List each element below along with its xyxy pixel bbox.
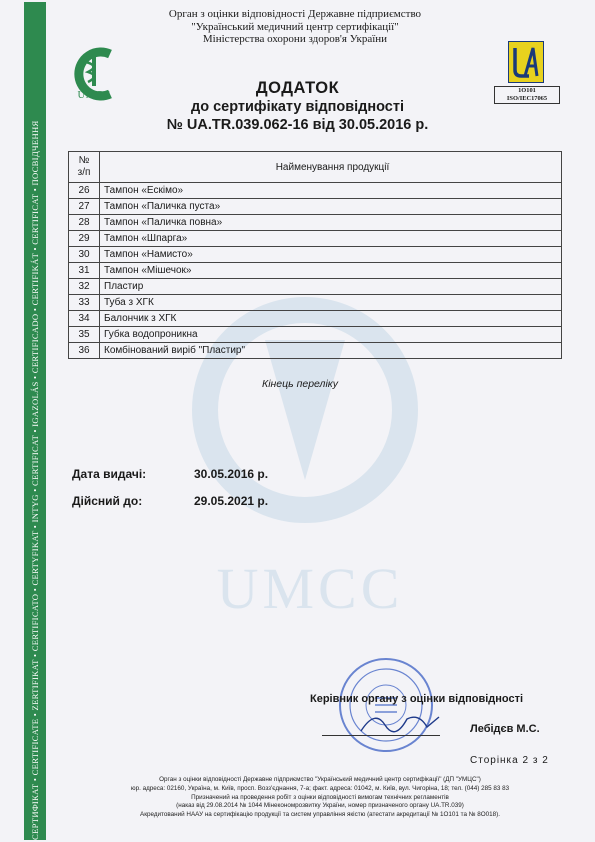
valid-until-label: Дійсний до: bbox=[72, 494, 143, 508]
row-product-name-cell: Тампон «Шпарга» bbox=[100, 231, 562, 247]
footer-line-4: (наказ від 29.08.2014 № 1044 Мінекономрозвитку України, номер призначеного органу UA.TR.039) bbox=[176, 802, 464, 810]
header-number-cell bbox=[69, 152, 100, 183]
table-row bbox=[69, 231, 562, 247]
header-line-3: Міністерства охорони здоров'я України bbox=[202, 33, 388, 45]
end-of-list-note: Кінець переліку bbox=[262, 378, 338, 390]
header-line-1: Орган з оцінки відповідності Державне підприємство bbox=[168, 8, 422, 20]
signatory-title: Керівник органу з оцінки відповідності bbox=[310, 693, 524, 705]
row-product-name-cell: Тампон «Паличка пуста» bbox=[100, 199, 562, 215]
table-row bbox=[69, 215, 562, 231]
row-product-name-cell: Тампон «Намисто» bbox=[100, 247, 562, 263]
issue-date-label: Дата видачі: bbox=[72, 467, 147, 481]
row-number-cell: 27 bbox=[69, 199, 100, 215]
header-name-cell: Найменування продукції bbox=[100, 152, 562, 183]
table-row bbox=[69, 183, 562, 199]
row-product-name-cell: Тампон «Ескімо» bbox=[100, 183, 562, 199]
row-number-cell: 28 bbox=[69, 215, 100, 231]
row-number-cell: 35 bbox=[69, 327, 100, 343]
title-line-2: до сертифікату відповідності bbox=[190, 99, 405, 115]
header-number-abbr: з/п bbox=[77, 167, 91, 178]
row-product-name-cell: Комбінований виріб "Пластир" bbox=[100, 343, 562, 359]
row-product-name-cell: Туба з ХГК bbox=[100, 295, 562, 311]
validity-dates bbox=[72, 467, 352, 521]
row-number-cell: 32 bbox=[69, 279, 100, 295]
issuing-body-header bbox=[130, 8, 460, 46]
accreditation-logo-icon bbox=[508, 41, 544, 83]
signatory-name: Лебідєв М.С. bbox=[470, 723, 540, 735]
table-row bbox=[69, 327, 562, 343]
footer-line-1: Орган з оцінки відповідності Державне підприємство "Український медичний центр сертифікації" (ДП "УМЦС") bbox=[159, 776, 481, 783]
table-row bbox=[69, 279, 562, 295]
row-number-cell: 33 bbox=[69, 295, 100, 311]
table-row bbox=[69, 199, 562, 215]
signature-icon bbox=[355, 705, 445, 739]
table-row bbox=[69, 343, 562, 359]
row-number-cell: 31 bbox=[69, 263, 100, 279]
table-header-row bbox=[69, 152, 562, 183]
page-number: Сторінка 2 з 2 bbox=[470, 755, 549, 766]
row-number-cell: 30 bbox=[69, 247, 100, 263]
title-line-3: № UA.TR.039.062-16 від 30.05.2016 р. bbox=[166, 117, 429, 133]
valid-until-value: 29.05.2021 р. bbox=[194, 494, 269, 508]
sidebar-text: СЕРТИФІКАТ • CERTIFICATE • ZERTIFIKAT • CERTIFICATO • CERTYFIKAT • INTYG • CERTIFICAT • IGAZOLÁS • CERTIFICADO • CERTIFIKÁT • CERTIFICAT • ПОСВІДЧЕННЯ bbox=[30, 120, 40, 840]
row-product-name-cell: Тампон «Мішечок» bbox=[100, 263, 562, 279]
products-table bbox=[68, 151, 562, 359]
valid-until-row bbox=[72, 494, 352, 521]
header-number-symbol: № bbox=[78, 155, 90, 166]
umcc-logo-label: UMCC bbox=[77, 90, 111, 101]
row-product-name-cell: Тампон «Паличка повна» bbox=[100, 215, 562, 231]
table-row bbox=[69, 247, 562, 263]
row-product-name-cell: Балончик з ХГК bbox=[100, 311, 562, 327]
table-row bbox=[69, 295, 562, 311]
accreditation-number: 1O101 bbox=[518, 87, 536, 94]
footer-line-3: Призначений на проведення робіт з оцінки відповідності вимогам технічних регламентів bbox=[191, 793, 449, 801]
row-number-cell: 29 bbox=[69, 231, 100, 247]
row-product-name-cell: Губка водопроникна bbox=[100, 327, 562, 343]
row-number-cell: 34 bbox=[69, 311, 100, 327]
signature-line bbox=[322, 735, 440, 736]
document-footer bbox=[60, 776, 580, 820]
issue-date-row bbox=[72, 467, 352, 494]
issue-date-value: 30.05.2016 р. bbox=[194, 467, 269, 481]
table-row bbox=[69, 311, 562, 327]
footer-line-2: юр. адреса: 02160, Україна, м. Київ, просп. Возз'єднання, 7-а; факт. адреса: 01042, м. Київ, вул. Чигоріна, 18; тел. (044) 285 83 83 bbox=[130, 784, 510, 792]
accreditation-standard: ISO/IEC17065 bbox=[506, 95, 548, 102]
watermark-text: UMCC bbox=[216, 556, 404, 621]
row-product-name-cell: Пластир bbox=[100, 279, 562, 295]
header-line-2: "Український медичний центр сертифікації" bbox=[191, 20, 399, 33]
accreditation-caption bbox=[494, 86, 560, 104]
row-number-cell: 36 bbox=[69, 343, 100, 359]
footer-line-5: Акредитований НААУ на сертифікацію продукції та систем управління якістю (атестати акредитації № 1О101 та № 8О018). bbox=[140, 811, 500, 819]
table-row bbox=[69, 263, 562, 279]
title-line-1: ДОДАТОК bbox=[255, 79, 340, 97]
document-title bbox=[130, 78, 465, 134]
row-number-cell: 26 bbox=[69, 183, 100, 199]
